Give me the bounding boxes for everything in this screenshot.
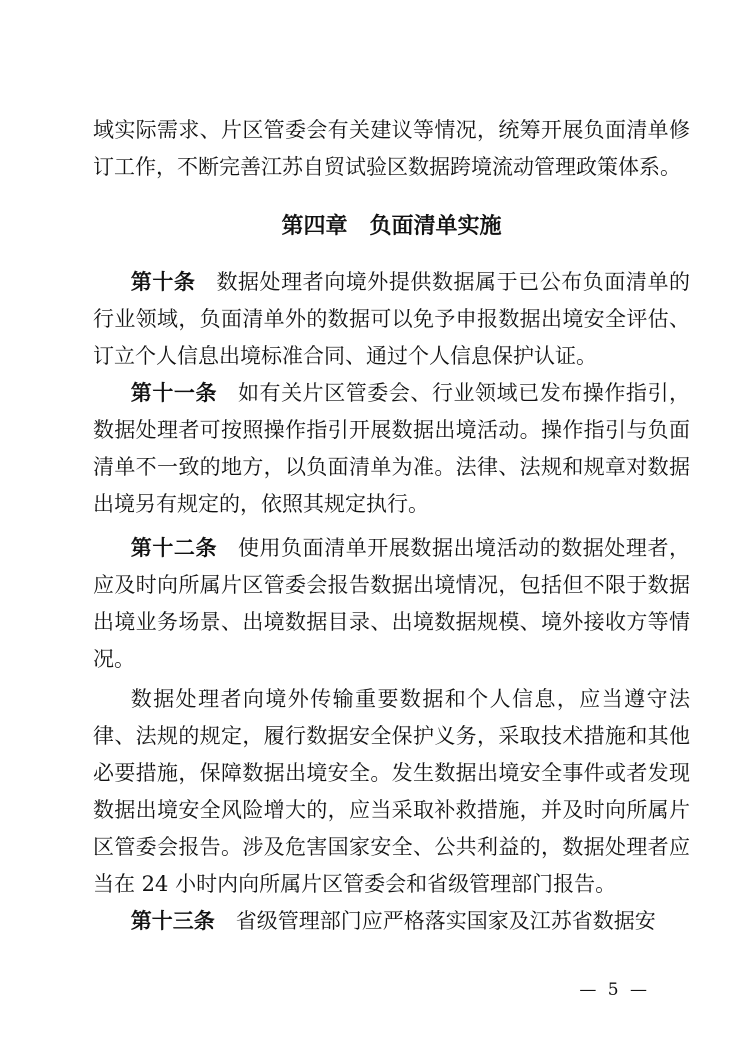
article-10-text: 数据处理者向境外提供数据属于已公布负面清单的行业领域，负面清单外的数据可以免予申报数据出境安全评估、订立个人信息出境标准合同、通过个人信息保护认证。 (93, 270, 691, 368)
article-11-label: 第十一条 (130, 381, 217, 405)
article-11-paragraph (93, 375, 690, 523)
paragraph-continuation: 域实际需求、片区管委会有关建议等情况，统筹开展负面清单修订工作，不断完善江苏自贸试验区数据跨境流动管理政策体系。 (93, 118, 690, 179)
article-12-label: 第十二条 (130, 536, 217, 560)
article-13-paragraph (93, 903, 690, 940)
article-13-text: 省级管理部门应严格落实国家及江苏省数据安 (235, 909, 656, 933)
article-11-text: 如有关片区管委会、行业领域已发布操作指引，数据处理者可按照操作指引开展数据出境活动。操作指引与负面清单不一致的地方，以负面清单为准。法律、法规和规章对数据出境另有规定的，依照其规定执行。 (93, 381, 691, 516)
article-12-paragraph (93, 530, 690, 678)
article-13-label: 第十三条 (130, 909, 215, 933)
article-10-label: 第十条 (130, 270, 196, 294)
article-12-paragraph-2: 数据处理者向境外传输重要数据和个人信息，应当遵守法律、法规的规定，履行数据安全保护义务，采取技术措施和其他必要措施，保障数据出境安全。发生数据出境安全事件或者发现数据出境安全风险增大的，应当采取补救措施，并及时向所属片区管委会报告。涉及危害国家安全、公共利益的，数据处理者应当在 24 小时内向所属片区管委会和省级管理部门报告。 (93, 687, 690, 896)
document-body (93, 112, 690, 940)
chapter-heading: 第四章 负面清单实施 (281, 214, 502, 239)
article-12-text: 使用负面清单开展数据出境活动的数据处理者，应及时向所属片区管委会报告数据出境情况，包括但不限于数据出境业务场景、出境数据目录、出境数据规模、境外接收方等情况。 (93, 536, 691, 671)
article-10-paragraph (93, 264, 690, 375)
page-number: — 5 — (579, 980, 650, 1000)
